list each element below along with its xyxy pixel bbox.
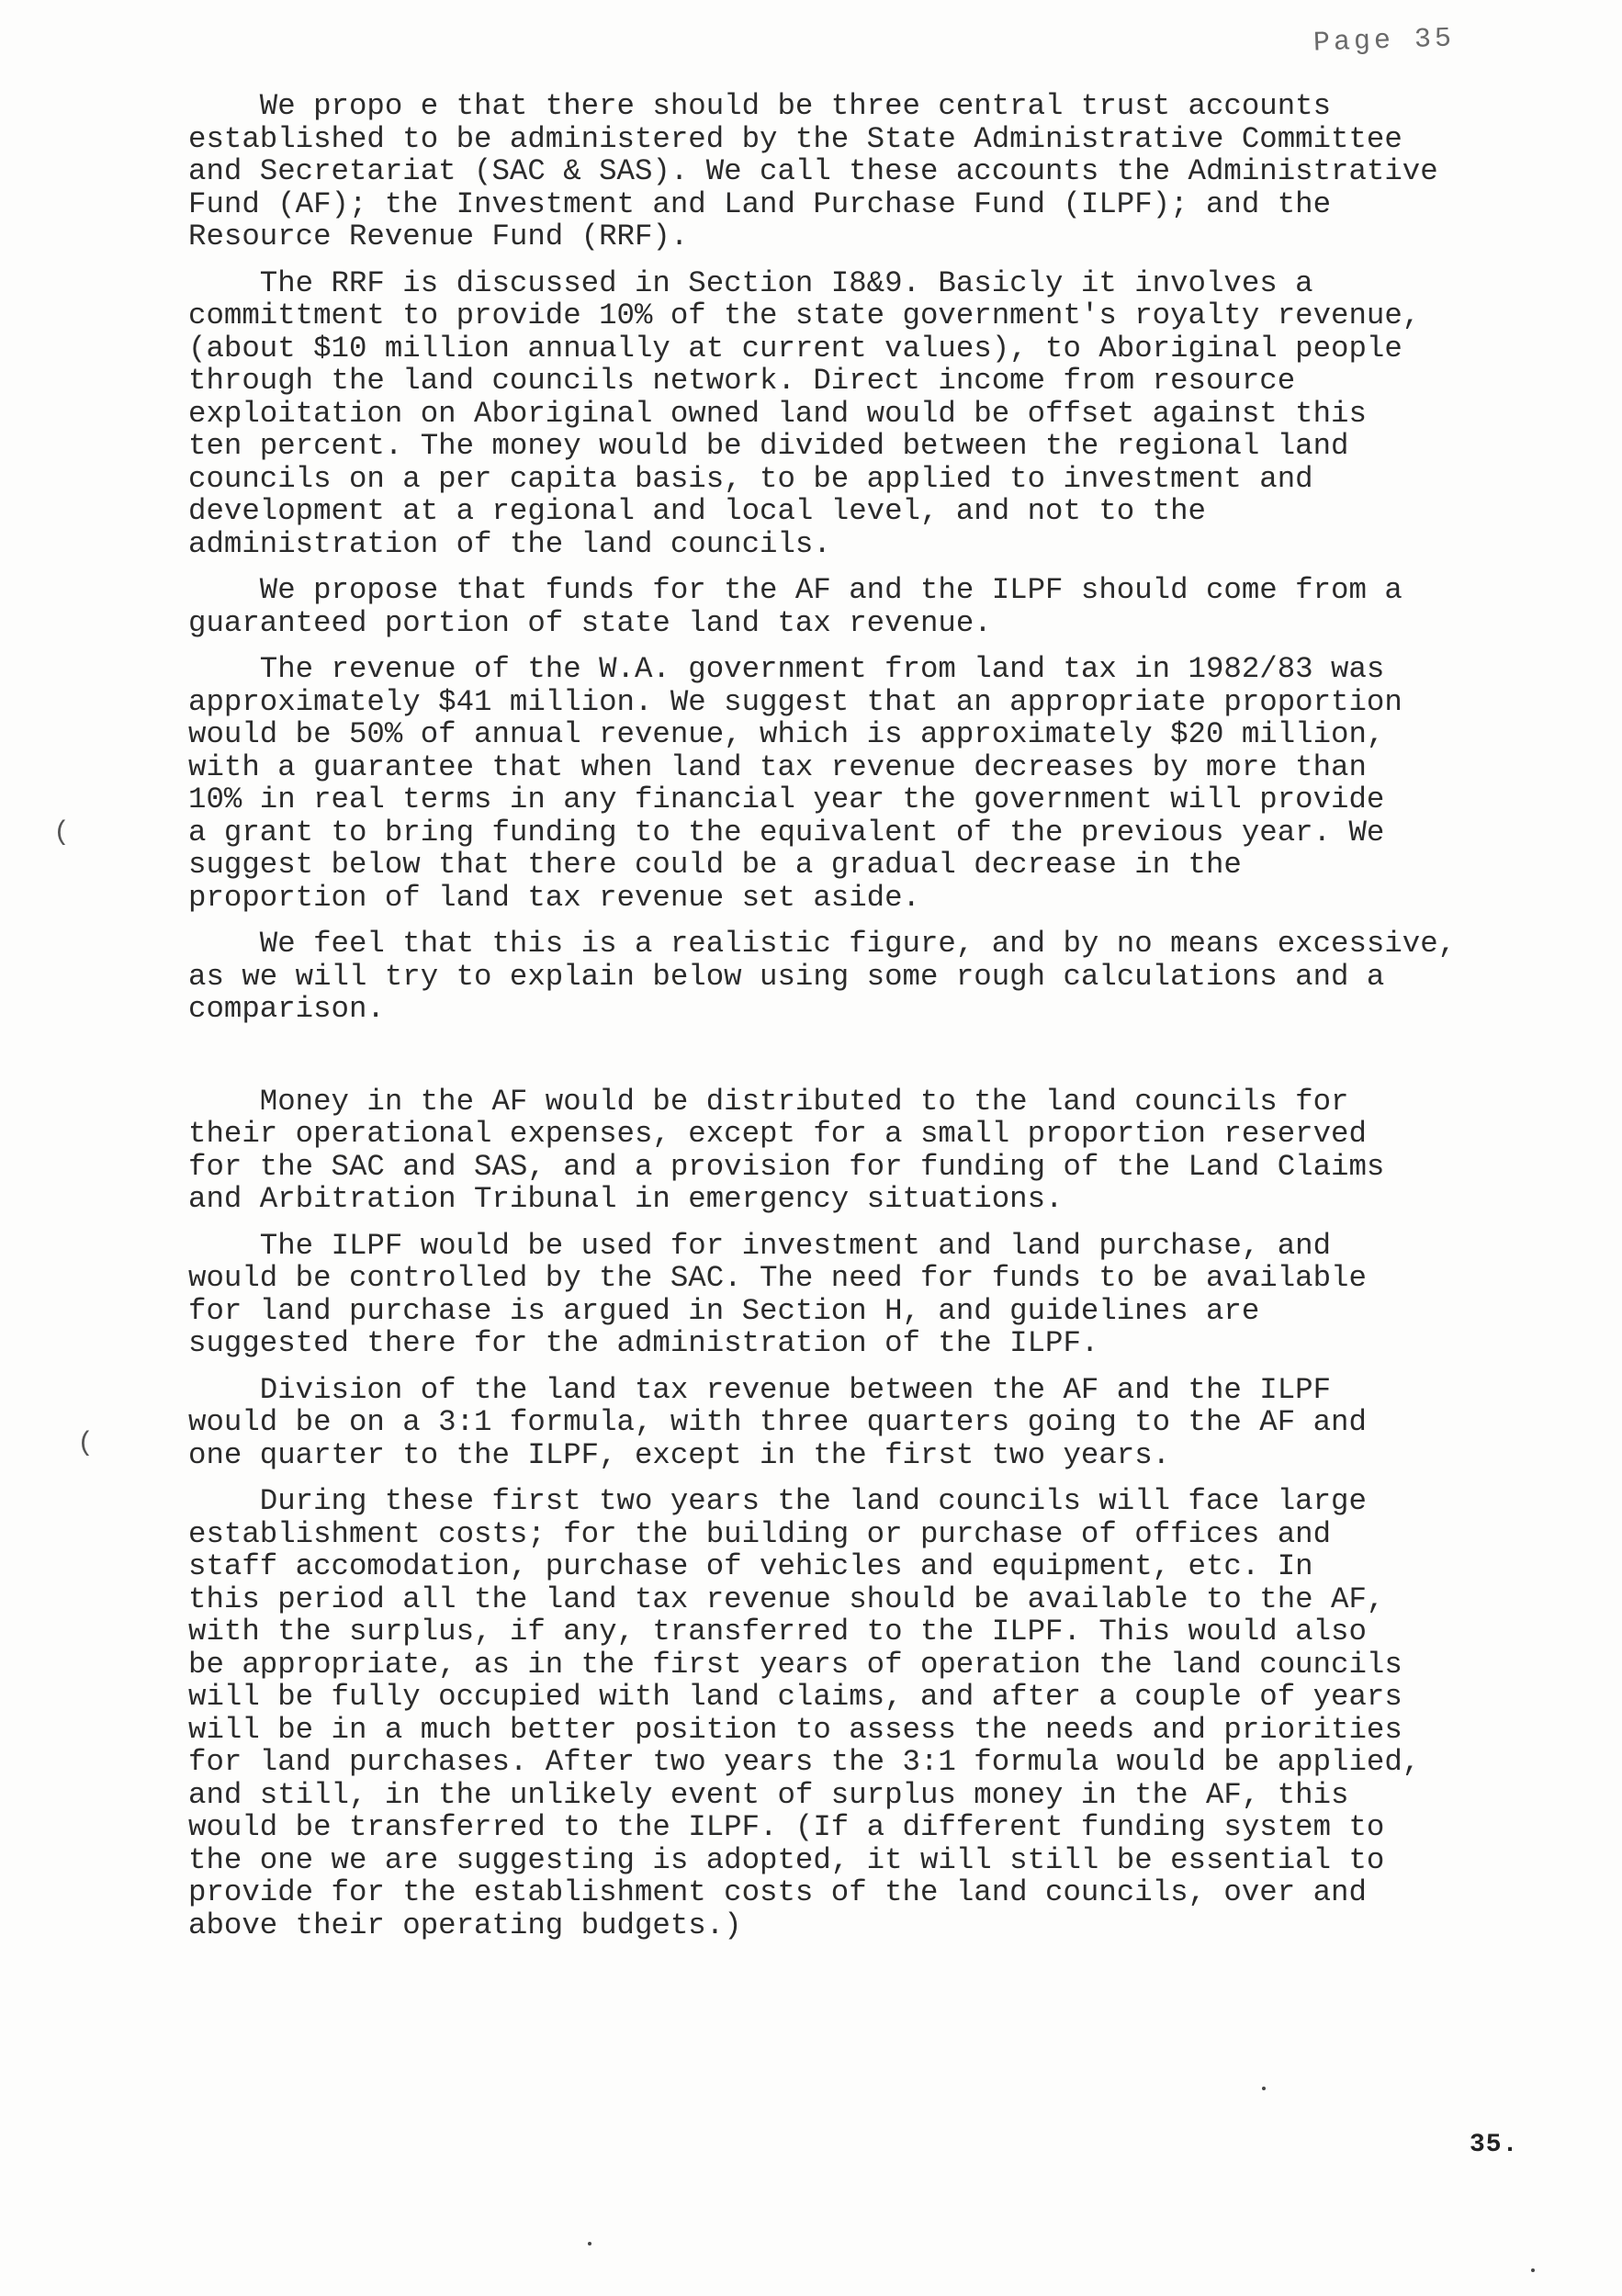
paragraph-af-distribution: [188, 1086, 1603, 1216]
text-line: committment to provide 10% of the state government's royalty revenue,: [188, 298, 1421, 332]
text-line: would be on a 3:1 formula, with three quarters going to the AF and: [188, 1405, 1367, 1439]
text-line: be appropriate, as in the first years of operation the land councils: [188, 1647, 1402, 1682]
text-line: ten percent. The money would be divided between the regional land: [188, 429, 1349, 463]
paragraph-realistic-figure: [188, 928, 1603, 1026]
text-line: will be in a much better position to assess the needs and priorities: [188, 1712, 1402, 1747]
text-line: would be transferred to the ILPF. (If a different funding system to: [188, 1810, 1385, 1844]
ink-speck: [588, 2242, 591, 2245]
paragraph-revenue-division: [188, 1374, 1603, 1472]
paragraph-establishment-costs: [188, 1485, 1603, 1941]
paragraph-spacer: [188, 253, 1603, 267]
text-line: above their operating budgets.): [188, 1908, 742, 1942]
paragraph-spacer: [188, 1216, 1603, 1230]
paragraph-spacer: [188, 1360, 1603, 1374]
text-line: Resource Revenue Fund (RRF).: [188, 219, 689, 253]
text-line: the one we are suggesting is adopted, it will still be essential to: [188, 1842, 1385, 1877]
paragraph-trust-accounts: [188, 90, 1603, 253]
text-line: (about $10 million annually at current values), to Aboriginal people: [188, 331, 1402, 366]
text-line: for land purchases. After two years the 3:1 formula would be applied,: [188, 1745, 1421, 1779]
text-line: provide for the establishment costs of the land councils, over and: [188, 1875, 1367, 1909]
text-line: with the surplus, if any, transferred to the ILPF. This would also: [188, 1615, 1367, 1649]
paragraph-funding-source: [188, 574, 1603, 639]
text-line: administration of the land councils.: [188, 526, 831, 561]
text-line: establishment costs; for the building or purchase of offices and: [188, 1516, 1332, 1551]
text-line: this period all the land tax revenue should be available to the AF,: [188, 1581, 1385, 1616]
text-line: Fund (AF); the Investment and Land Purchase Fund (ILPF); and the: [188, 186, 1332, 221]
text-line: During these first two years the land councils will face large: [188, 1484, 1367, 1518]
text-line: and still, in the unlikely event of surplus money in the AF, this: [188, 1777, 1349, 1812]
text-line: exploitation on Aboriginal owned land would be offset against this: [188, 396, 1367, 431]
text-line: and Arbitration Tribunal in emergency situations.: [188, 1182, 1064, 1216]
paragraph-spacer: [188, 639, 1603, 653]
text-line: established to be administered by the State Administrative Committee: [188, 121, 1402, 156]
document-body: [188, 90, 1603, 1941]
paragraph-spacer: [188, 1471, 1603, 1485]
text-line: through the land councils network. Direct income from resource: [188, 364, 1296, 398]
text-line: proportion of land tax revenue set aside.: [188, 880, 920, 915]
paragraph-land-tax-revenue: [188, 653, 1603, 914]
text-line: for land purchase is argued in Section H, and guidelines are: [188, 1293, 1260, 1328]
text-line: approximately $41 million. We suggest that an appropriate proportion: [188, 684, 1402, 719]
paragraph-ilpf-usage: [188, 1230, 1603, 1360]
text-line: as we will try to explain below using some rough calculations and a: [188, 959, 1385, 994]
text-line: would be controlled by the SAC. The need for funds to be available: [188, 1261, 1367, 1295]
text-line: suggest below that there could be a gradual decrease in the: [188, 848, 1242, 882]
text-line: 10% in real terms in any financial year the government will provide: [188, 782, 1385, 816]
paragraph-spacer: [188, 560, 1603, 574]
text-line: for the SAC and SAS, and a provision for funding of the Land Claims: [188, 1149, 1385, 1184]
margin-bracket-mark: (: [53, 817, 71, 849]
paragraph-rrf: [188, 267, 1603, 561]
text-line: their operational expenses, except for a small proportion reserved: [188, 1117, 1367, 1151]
paragraph-spacer: [188, 914, 1603, 928]
page-number-mark: Page 35: [1312, 23, 1456, 60]
text-line: The RRF is discussed in Section I8&9. Basicly it involves a: [188, 265, 1313, 300]
section-spacer: [188, 1026, 1603, 1086]
text-line: guaranteed portion of state land tax revenue.: [188, 605, 992, 640]
text-line: and Secretariat (SAC & SAS). We call these accounts the Administrative: [188, 154, 1438, 188]
text-line: suggested there for the administration of the ILPF.: [188, 1326, 1099, 1360]
text-line: We propo e that there should be three central trust accounts: [188, 89, 1332, 123]
text-line: Division of the land tax revenue between the AF and the ILPF: [188, 1372, 1332, 1407]
text-line: development at a regional and local level, and not to the: [188, 494, 1206, 528]
text-line: will be fully occupied with land claims, and after a couple of years: [188, 1680, 1402, 1714]
ink-speck: [1531, 2268, 1535, 2272]
text-line: one quarter to the ILPF, except in the first two years.: [188, 1437, 1171, 1472]
text-line: with a guarantee that when land tax revenue decreases by more than: [188, 749, 1367, 784]
footer-page-mark: 35.: [1470, 2131, 1519, 2159]
text-line: a grant to bring funding to the equivalent of the previous year. We: [188, 815, 1385, 850]
text-line: councils on a per capita basis, to be applied to investment and: [188, 461, 1313, 496]
ink-speck: [1262, 2087, 1266, 2090]
text-line: We feel that this is a realistic figure, and by no means excessive,: [188, 927, 1457, 961]
text-line: The revenue of the W.A. government from land tax in 1982/83 was: [188, 652, 1385, 686]
margin-bracket-mark: (: [77, 1428, 95, 1459]
text-line: The ILPF would be used for investment and land purchase, and: [188, 1228, 1332, 1263]
text-line: staff accomodation, purchase of vehicles and equipment, etc. In: [188, 1549, 1313, 1583]
text-line: would be 50% of annual revenue, which is approximately $20 million,: [188, 717, 1385, 751]
text-line: comparison.: [188, 992, 385, 1026]
text-line: We propose that funds for the AF and the ILPF should come from a: [188, 573, 1402, 607]
text-line: Money in the AF would be distributed to the land councils for: [188, 1084, 1349, 1119]
